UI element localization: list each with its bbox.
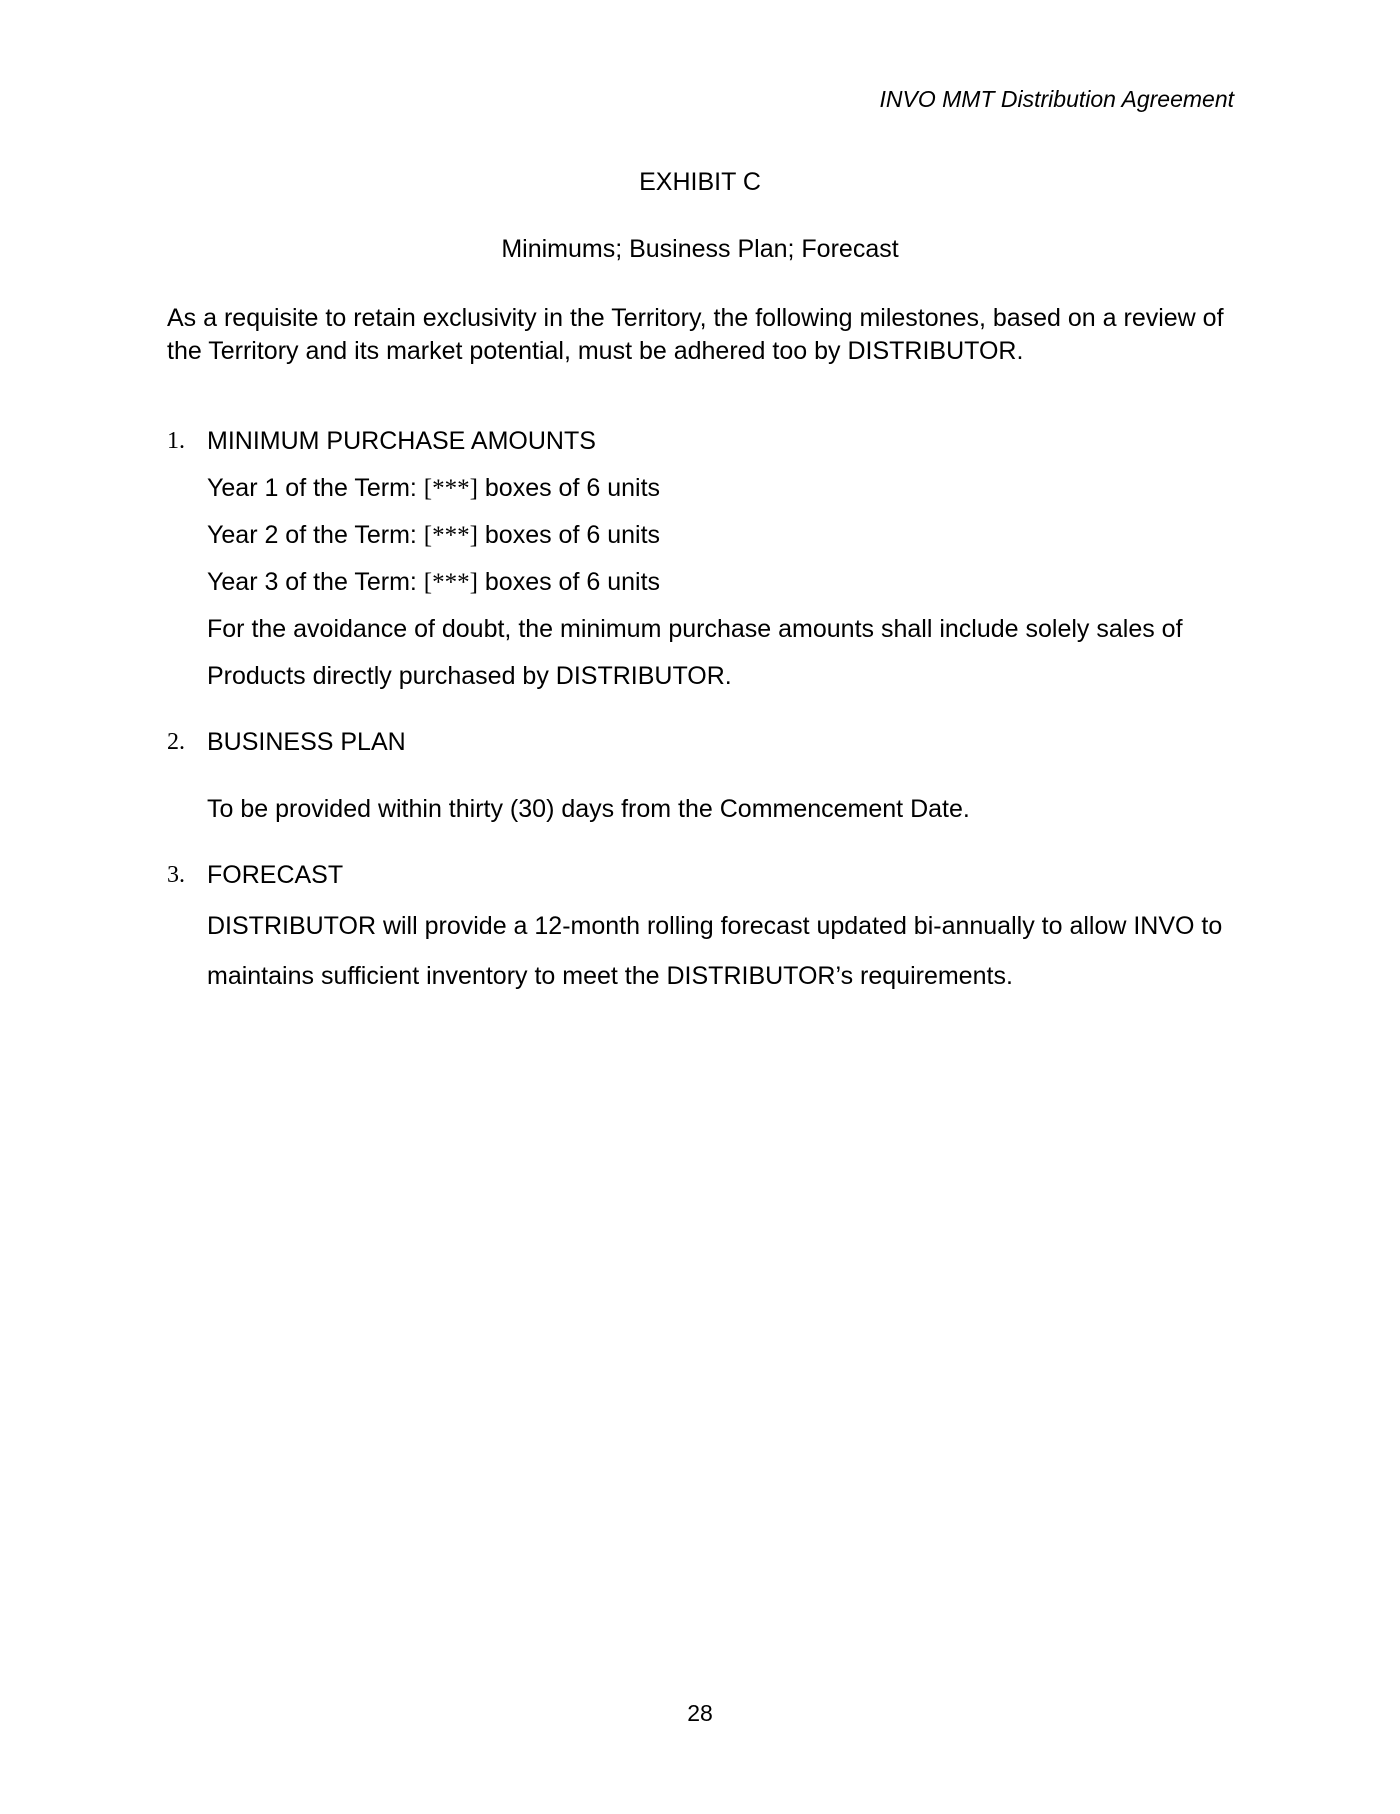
year-1-minimum: [207, 474, 660, 503]
section-3-heading: FORECAST: [207, 861, 344, 889]
intro-paragraph: As a requisite to retain exclusivity in the Territory, the following milestones, based on a review of the Territory and its market potential, must be adhered too by DISTRIBUTOR.: [167, 304, 1224, 365]
year-2-redacted: [***]: [423, 522, 478, 549]
minimum-note-line-2: Products directly purchased by DISTRIBUTOR.: [207, 662, 732, 690]
section-2-number: 2.: [167, 729, 185, 755]
section-1-number: 1.: [167, 428, 185, 454]
year-2-minimum: [207, 521, 660, 550]
year-1-units: boxes of 6 units: [477, 474, 661, 502]
year-3-units: boxes of 6 units: [477, 568, 661, 596]
year-1-label: Year 1 of the Term:: [207, 474, 424, 502]
exhibit-subtitle: Minimums; Business Plan; Forecast: [501, 235, 899, 263]
forecast-body-line-1: DISTRIBUTOR will provide a 12-month rolling forecast updated bi-annually to allow INVO to: [207, 912, 1223, 940]
exhibit-title: EXHIBIT C: [639, 168, 761, 196]
page-number: 28: [687, 1700, 713, 1726]
business-plan-body: To be provided within thirty (30) days from the Commencement Date.: [207, 795, 970, 823]
year-2-units: boxes of 6 units: [477, 521, 661, 549]
year-3-label: Year 3 of the Term:: [207, 568, 424, 596]
section-2-heading: BUSINESS PLAN: [207, 728, 406, 756]
section-3-number: 3.: [167, 862, 185, 888]
year-3-minimum: [207, 568, 660, 597]
minimum-note-line-1: For the avoidance of doubt, the minimum purchase amounts shall include solely sales of: [207, 615, 1183, 643]
year-3-redacted: [***]: [423, 569, 478, 596]
forecast-body-line-2: maintains sufficient inventory to meet the DISTRIBUTOR’s requirements.: [207, 962, 1013, 990]
section-1-heading: MINIMUM PURCHASE AMOUNTS: [207, 427, 596, 455]
running-header: INVO MMT Distribution Agreement: [879, 86, 1234, 112]
year-2-label: Year 2 of the Term:: [207, 521, 424, 549]
year-1-redacted: [***]: [423, 475, 478, 502]
